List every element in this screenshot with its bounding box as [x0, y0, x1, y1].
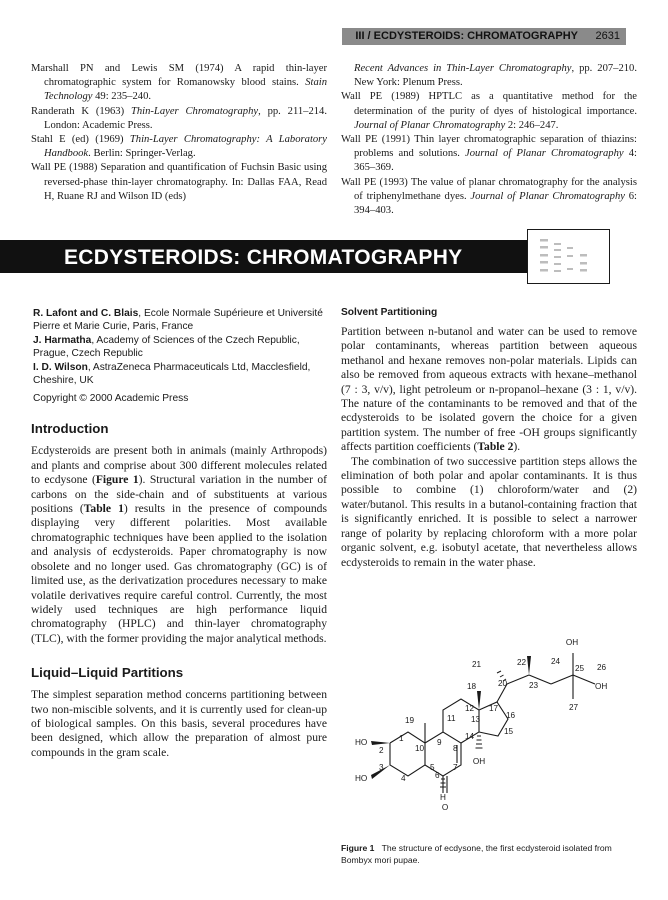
carbon-number-13: 13 — [471, 715, 481, 724]
carbon-number-2: 2 — [379, 746, 384, 755]
carbon-number-17: 17 — [489, 704, 499, 713]
oh-14-label: OH — [472, 757, 486, 766]
h-5-label: H — [440, 793, 446, 802]
section-heading-solvent-partitioning: Solvent Partitioning — [341, 307, 438, 318]
section-heading-introduction: Introduction — [31, 421, 109, 437]
figure-1-ecdysone-structure — [341, 623, 637, 843]
solvent-partitioning-paragraph: Partition between n-butanol and water can be used to remove polar contaminants, whereas partition between aqueous methanol and hexane removes non-polar materials. Lipids can also be removed from aqueous extracts with hexane–methanol (7 : 3, v/v), light petroleum or n-propanol–hexane (3 : 1, v/v). The nature of the contaminants to be removed and that of the ecdysteroids to be isolated govern the choice for a given partition system. The number of free -OH groups significantly affects partition coefficients (Table 2). — [341, 325, 637, 454]
copyright-notice: Copyright © 2000 Academic Press — [33, 393, 189, 405]
carbon-number-22: 22 — [517, 658, 527, 667]
author-entry: R. Lafont and C. Blais, Ecole Normale Supérieure et Université Pierre et Marie Curie, Paris, France — [33, 308, 323, 333]
reference-item: Marshall PN and Lewis SM (1974) A rapid thin-layer chromatographic system for Romanowsky blood stains. Stain Technology 49: 235–240. — [31, 63, 327, 103]
reference-item: Wall PE (1991) Thin layer chromatographic separation of thiazins: problems and solutions. Journal of Planar Chromatography 4: 365–369. — [341, 134, 637, 174]
carbon-number-20: 20 — [498, 679, 508, 688]
figure-1-link[interactable]: Figure 1 — [95, 473, 139, 487]
carbon-number-14: 14 — [465, 732, 475, 741]
carbon-number-24: 24 — [551, 657, 561, 666]
carbon-number-3: 3 — [379, 763, 384, 772]
carbon-number-15: 15 — [504, 727, 514, 736]
reference-item: Stahl E (ed) (1969) Thin-Layer Chromatography: A Laboratory Handbook. Berlin: Springer-Verlag. — [31, 134, 328, 160]
carbon-number-25: 25 — [575, 664, 585, 673]
section-heading-liquid-liquid: Liquid–Liquid Partitions — [31, 665, 184, 681]
ecdysone-structure-diagram — [341, 623, 637, 843]
table-2-link[interactable]: Table 2 — [477, 440, 514, 454]
running-header — [0, 28, 668, 48]
oh-25-label: OH — [565, 638, 579, 647]
carbon-number-5: 5 — [430, 763, 435, 772]
reference-item: Randerath K (1963) Thin-Layer Chromatography, pp. 211–214. London: Academic Press. — [31, 105, 327, 131]
running-title: III / ECDYSTEROIDS: CHROMATOGRAPHY — [355, 30, 578, 42]
page-number: 2631 — [595, 30, 620, 42]
carbon-number-23: 23 — [529, 681, 539, 690]
ho-3-label: HO — [355, 774, 368, 783]
carbon-number-27: 27 — [569, 703, 579, 712]
carbon-number-21: 21 — [472, 660, 482, 669]
carbon-number-7: 7 — [453, 763, 458, 772]
carbon-number-6: 6 — [435, 771, 440, 780]
carbon-number-18: 18 — [467, 682, 477, 691]
liquid-liquid-paragraph: The simplest separation method concerns partitioning between two non-miscible solvents, and it is currently used for clean-up of biological samples. On this basis, several procedures have been designed, which allow the preparation of almost pure compounds in the gram scale. — [31, 688, 327, 759]
reference-list-left — [31, 62, 327, 204]
reference-list-right — [341, 62, 637, 218]
reference-item-continuation: Recent Advances in Thin-Layer Chromatography, pp. 207–210. New York: Plenum Press. — [354, 63, 638, 89]
ho-2-label: HO — [355, 738, 368, 747]
reference-item: Wall PE (1988) Separation and quantification of Fuchsin Basic using reversed-phase thin-layer chromatography. In: Dallas FAA, Read H, Ruane RJ and Wilson ID (eds) — [31, 162, 327, 202]
right-column — [341, 307, 637, 570]
carbon-number-26: 26 — [597, 663, 607, 672]
author-entry: I. D. Wilson, AstraZeneca Pharmaceuticals Ltd, Macclesfield, Cheshire, UK — [33, 361, 311, 387]
o-6-label: O — [441, 803, 449, 812]
carbon-number-4: 4 — [401, 774, 406, 783]
carbon-number-11: 11 — [447, 714, 456, 723]
table-1-link[interactable]: Table 1 — [83, 502, 124, 516]
article-title: ECDYSTEROIDS: CHROMATOGRAPHY — [64, 246, 463, 269]
carbon-number-1: 1 — [399, 734, 404, 743]
carbon-number-10: 10 — [415, 744, 425, 753]
article-title-banner — [0, 229, 668, 284]
reference-item: Wall PE (1993) The value of planar chromatography for the analysis of triphenylmethane dyes. Journal of Planar Chromatography 6: 394–403. — [341, 176, 637, 217]
author-block — [31, 307, 327, 387]
carbon-number-8: 8 — [453, 744, 458, 753]
reference-item: Wall PE (1989) HPTLC as a quantitative method for the determination of the purity of dyes of histological importance. Journal of Planar Chromatography 2: 246–247. — [341, 91, 637, 131]
left-column — [31, 307, 327, 760]
carbon-number-12: 12 — [465, 704, 475, 713]
solvent-partitioning-paragraph-2: The combination of two successive partition steps allows the elimination of both polar and apolar contaminants. It is thus possible to combine (1) chloroform/water and (2) water/butanol. This results in a butanol-containing fraction that is significantly enriched. It is possible to select a narrower range of polarity by replacing chloroform with a more polar organic solvent, e.g. isobutyl acetate, that nevertheless allows ecdysteroids to remain in the water phase. — [341, 454, 637, 569]
tlc-plate-icon — [527, 229, 610, 284]
author-entry: J. Harmatha, Academy of Sciences of the Czech Republic, Prague, Czech Republic — [33, 334, 300, 360]
introduction-paragraph: Ecdysteroids are present both in animals (mainly Arthropods) and plants and comprise about 300 different molecules related to ecdysone (Figure 1). Structural variation in the number of carbons on the side-chain and of substituents at various positions (Table 1) results in the presence of compounds displaying very different polarities. Most available chromatographic techniques have been applied to the isolation and analysis of ecdysteroids. Paper chromatography is now obsolete and no longer used. Gas chromatography (GC) is of limited use, as the derivatization procedures necessary to make volatile derivatives require careful control. Currently, the most widely used techniques are high performance liquid chromatography (HPLC) and thin-layer chromatography (TLC), with the former providing the major analytical methods. — [31, 444, 327, 645]
ring-bonds — [390, 653, 595, 793]
carbon-number-16: 16 — [506, 711, 516, 720]
carbon-number-19: 19 — [405, 716, 415, 725]
carbon-number-9: 9 — [437, 738, 442, 747]
oh-26-label: OH — [595, 682, 608, 691]
figure-1-caption: Figure 1 The structure of ecdysone, the first ecdysteroid isolated from Bombyx mori pupae. — [341, 843, 612, 865]
